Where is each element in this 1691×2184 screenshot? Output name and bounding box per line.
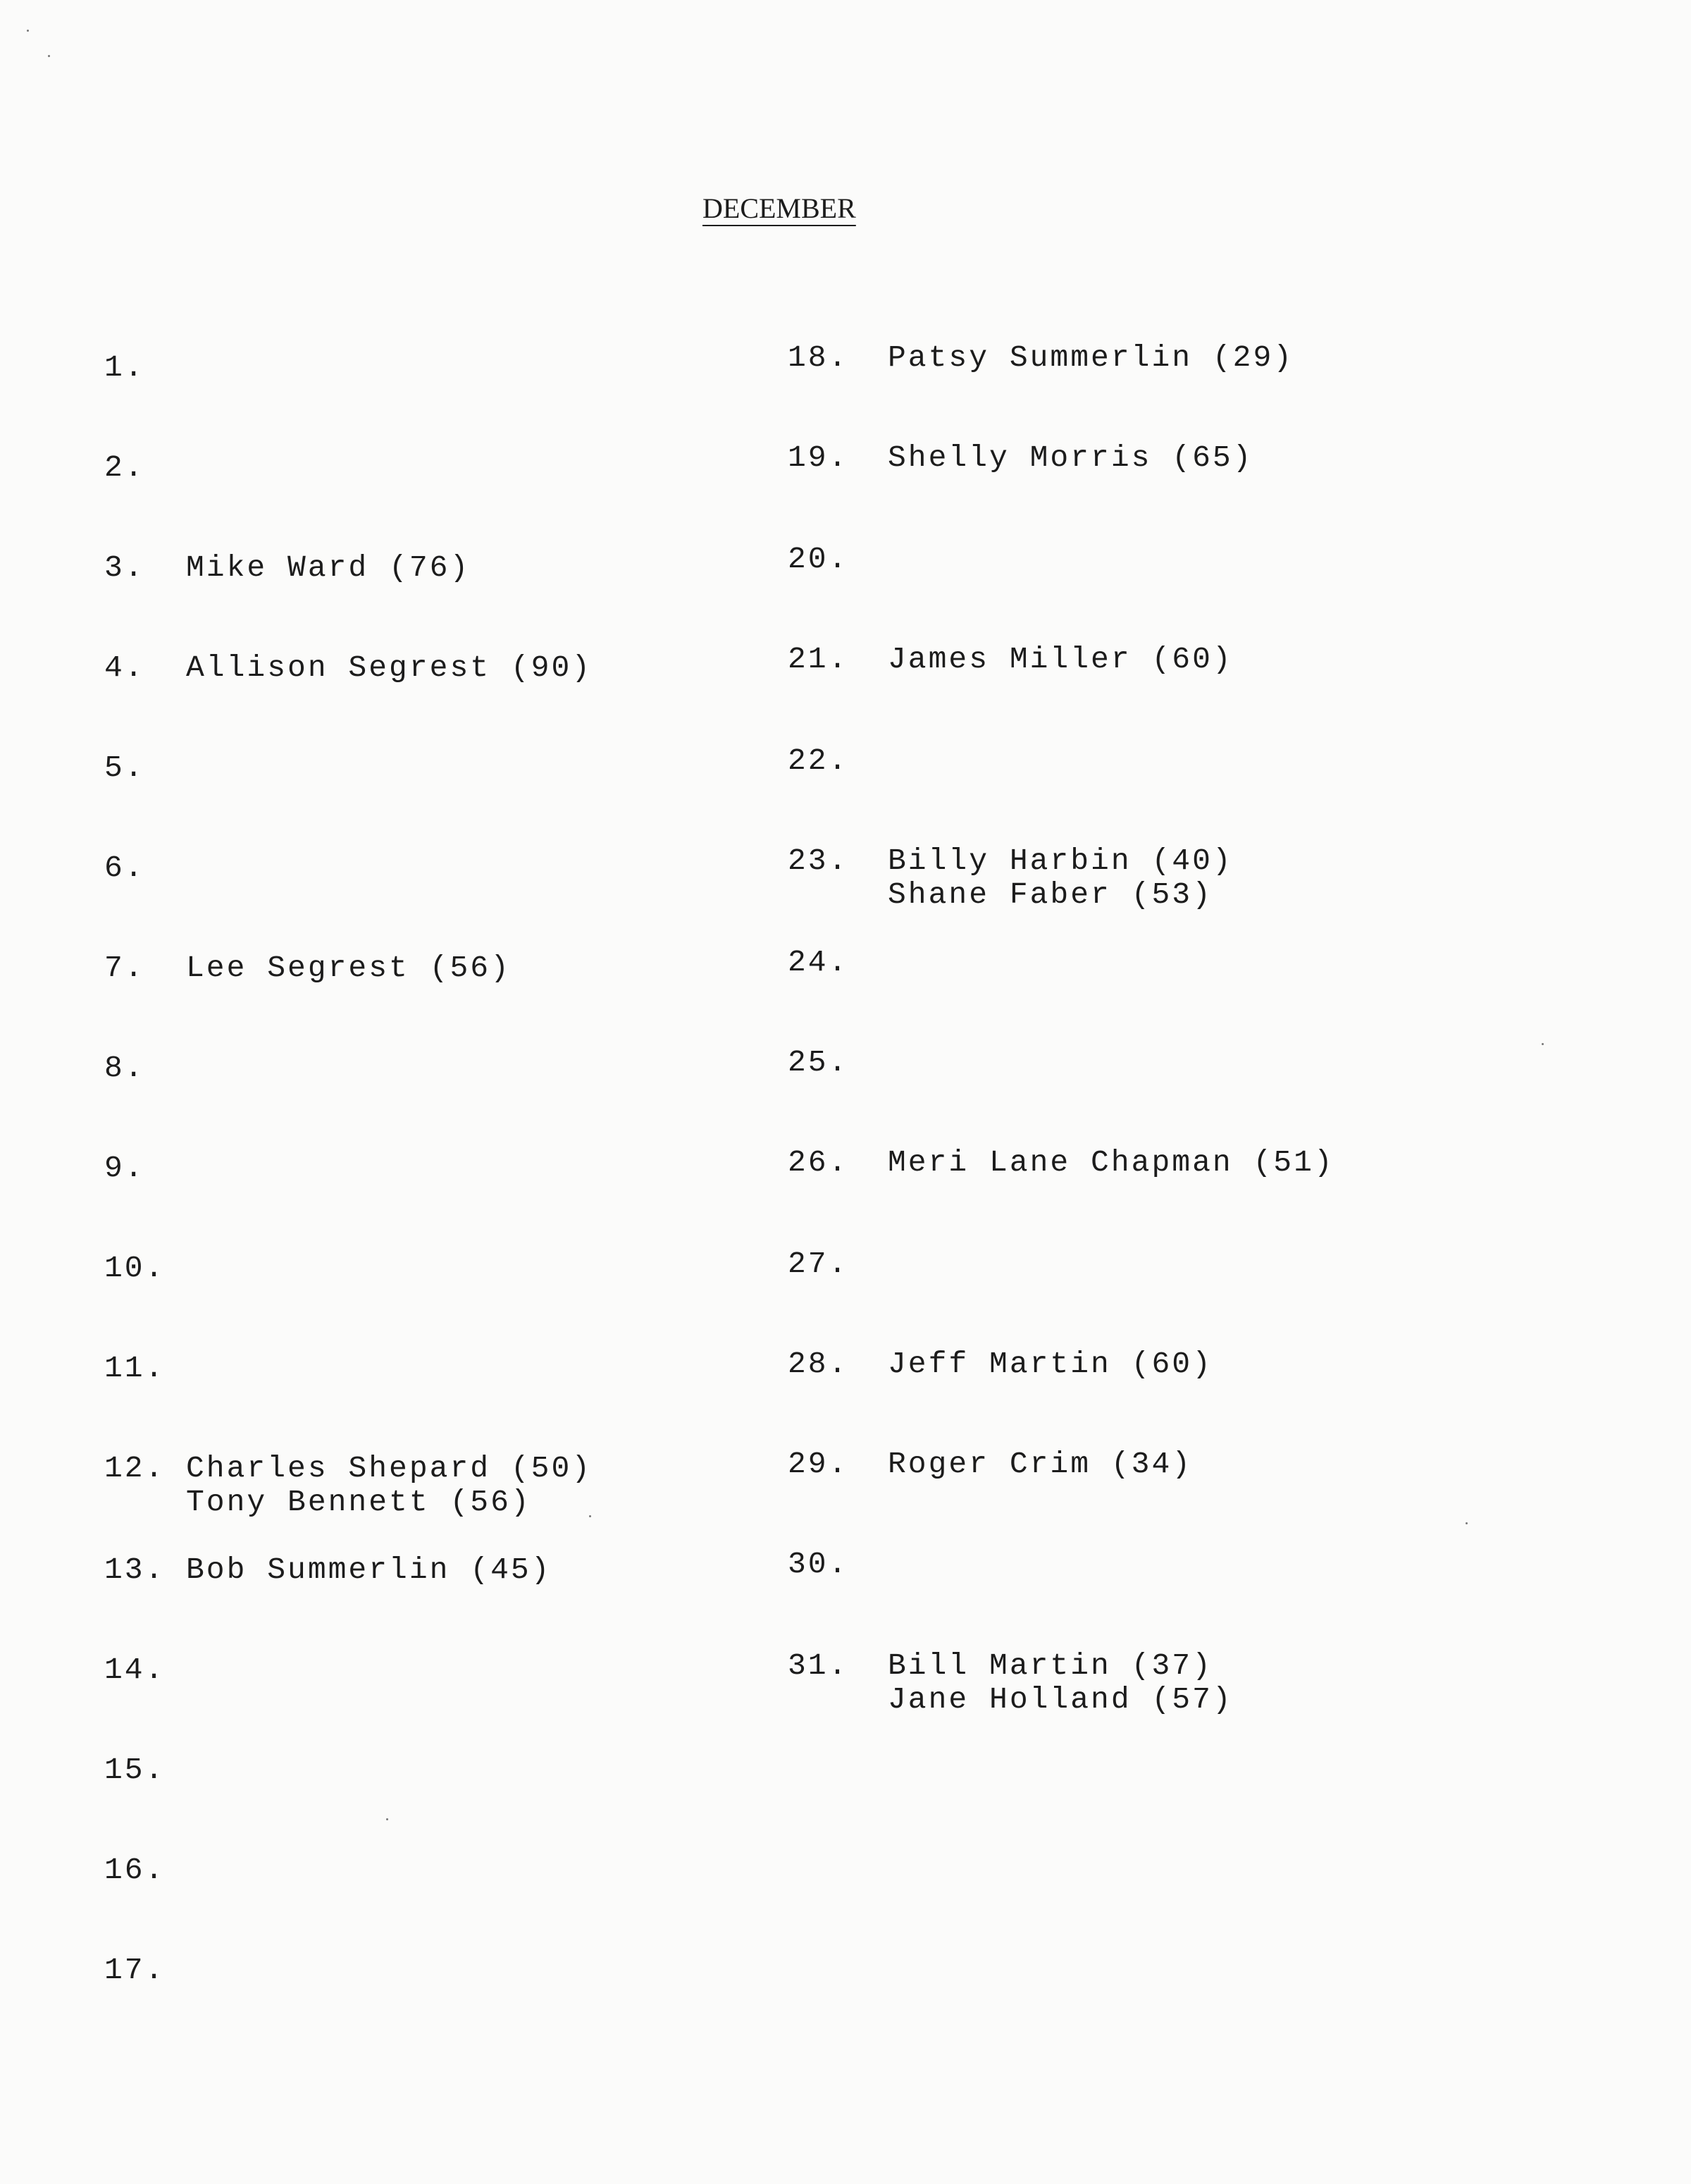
day-number: 20. <box>788 542 849 576</box>
birthday-names <box>888 1448 1192 1481</box>
day-number: 31. <box>788 1648 849 1683</box>
day-number: 27. <box>788 1247 849 1281</box>
birthday-name: Patsy Summerlin (29) <box>888 340 1294 375</box>
paper-speck <box>27 30 29 32</box>
day-number: 2. <box>104 450 145 485</box>
day-number: 15. <box>104 1753 166 1787</box>
birthday-names <box>888 441 1253 475</box>
day-number: 25. <box>788 1045 849 1080</box>
birthday-name: Mike Ward (76) <box>186 550 471 585</box>
birthday-name: Shelly Morris (65) <box>888 440 1253 475</box>
birthday-names <box>888 1146 1334 1180</box>
day-number: 16. <box>104 1853 166 1887</box>
birthday-name: Jane Holland (57) <box>888 1682 1233 1717</box>
day-number: 1. <box>104 350 145 385</box>
birthday-names <box>888 1347 1213 1381</box>
day-number: 7. <box>104 951 145 985</box>
birthday-name: Shane Faber (53) <box>888 877 1213 912</box>
birthday-name: Allison Segrest (90) <box>186 650 593 685</box>
day-number: 17. <box>104 1953 166 1987</box>
day-number: 22. <box>788 744 849 778</box>
birthday-names <box>186 1452 592 1519</box>
day-number: 4. <box>104 650 145 685</box>
birthday-name: Billy Harbin (40) <box>888 844 1233 878</box>
birthday-names <box>186 651 592 685</box>
day-number: 9. <box>104 1151 145 1185</box>
birthday-name: Jeff Martin (60) <box>888 1347 1213 1381</box>
birthday-name: Tony Bennett (56) <box>186 1485 531 1519</box>
birthday-name: Bob Summerlin (45) <box>186 1553 552 1587</box>
day-number: 14. <box>104 1653 166 1687</box>
day-number: 10. <box>104 1251 166 1285</box>
day-number: 26. <box>788 1145 849 1180</box>
birthday-names <box>888 844 1233 912</box>
day-number: 30. <box>788 1547 849 1581</box>
birthday-name: Bill Martin (37) <box>888 1648 1213 1683</box>
paper-speck <box>589 1515 591 1517</box>
day-number: 11. <box>104 1351 166 1386</box>
day-number: 5. <box>104 751 145 785</box>
day-number: 6. <box>104 851 145 885</box>
birthday-names <box>186 1553 551 1587</box>
day-number: 3. <box>104 550 145 585</box>
page-title: DECEMBER <box>702 192 856 224</box>
day-number: 8. <box>104 1051 145 1085</box>
birthday-name: Charles Shepard (50) <box>186 1451 593 1486</box>
day-number: 24. <box>788 945 849 980</box>
birthday-names <box>186 951 511 985</box>
birthday-name: Lee Segrest (56) <box>186 951 511 985</box>
day-number: 29. <box>788 1447 849 1481</box>
day-number: 21. <box>788 642 849 677</box>
birthday-name: Roger Crim (34) <box>888 1447 1193 1481</box>
birthday-names <box>888 643 1233 677</box>
birthday-name: Meri Lane Chapman (51) <box>888 1145 1334 1180</box>
day-number: 19. <box>788 440 849 475</box>
paper-speck <box>1542 1043 1544 1045</box>
birthday-name: James Miller (60) <box>888 642 1233 677</box>
day-number: 13. <box>104 1553 166 1587</box>
birthday-names <box>888 1649 1233 1717</box>
paper-speck <box>1466 1522 1468 1524</box>
day-number: 23. <box>788 844 849 878</box>
birthday-names <box>186 551 470 585</box>
birthday-names <box>888 341 1294 375</box>
day-number: 12. <box>104 1451 166 1486</box>
day-number: 28. <box>788 1347 849 1381</box>
paper-speck <box>386 1818 388 1820</box>
day-number: 18. <box>788 340 849 375</box>
paper-speck <box>48 55 50 57</box>
